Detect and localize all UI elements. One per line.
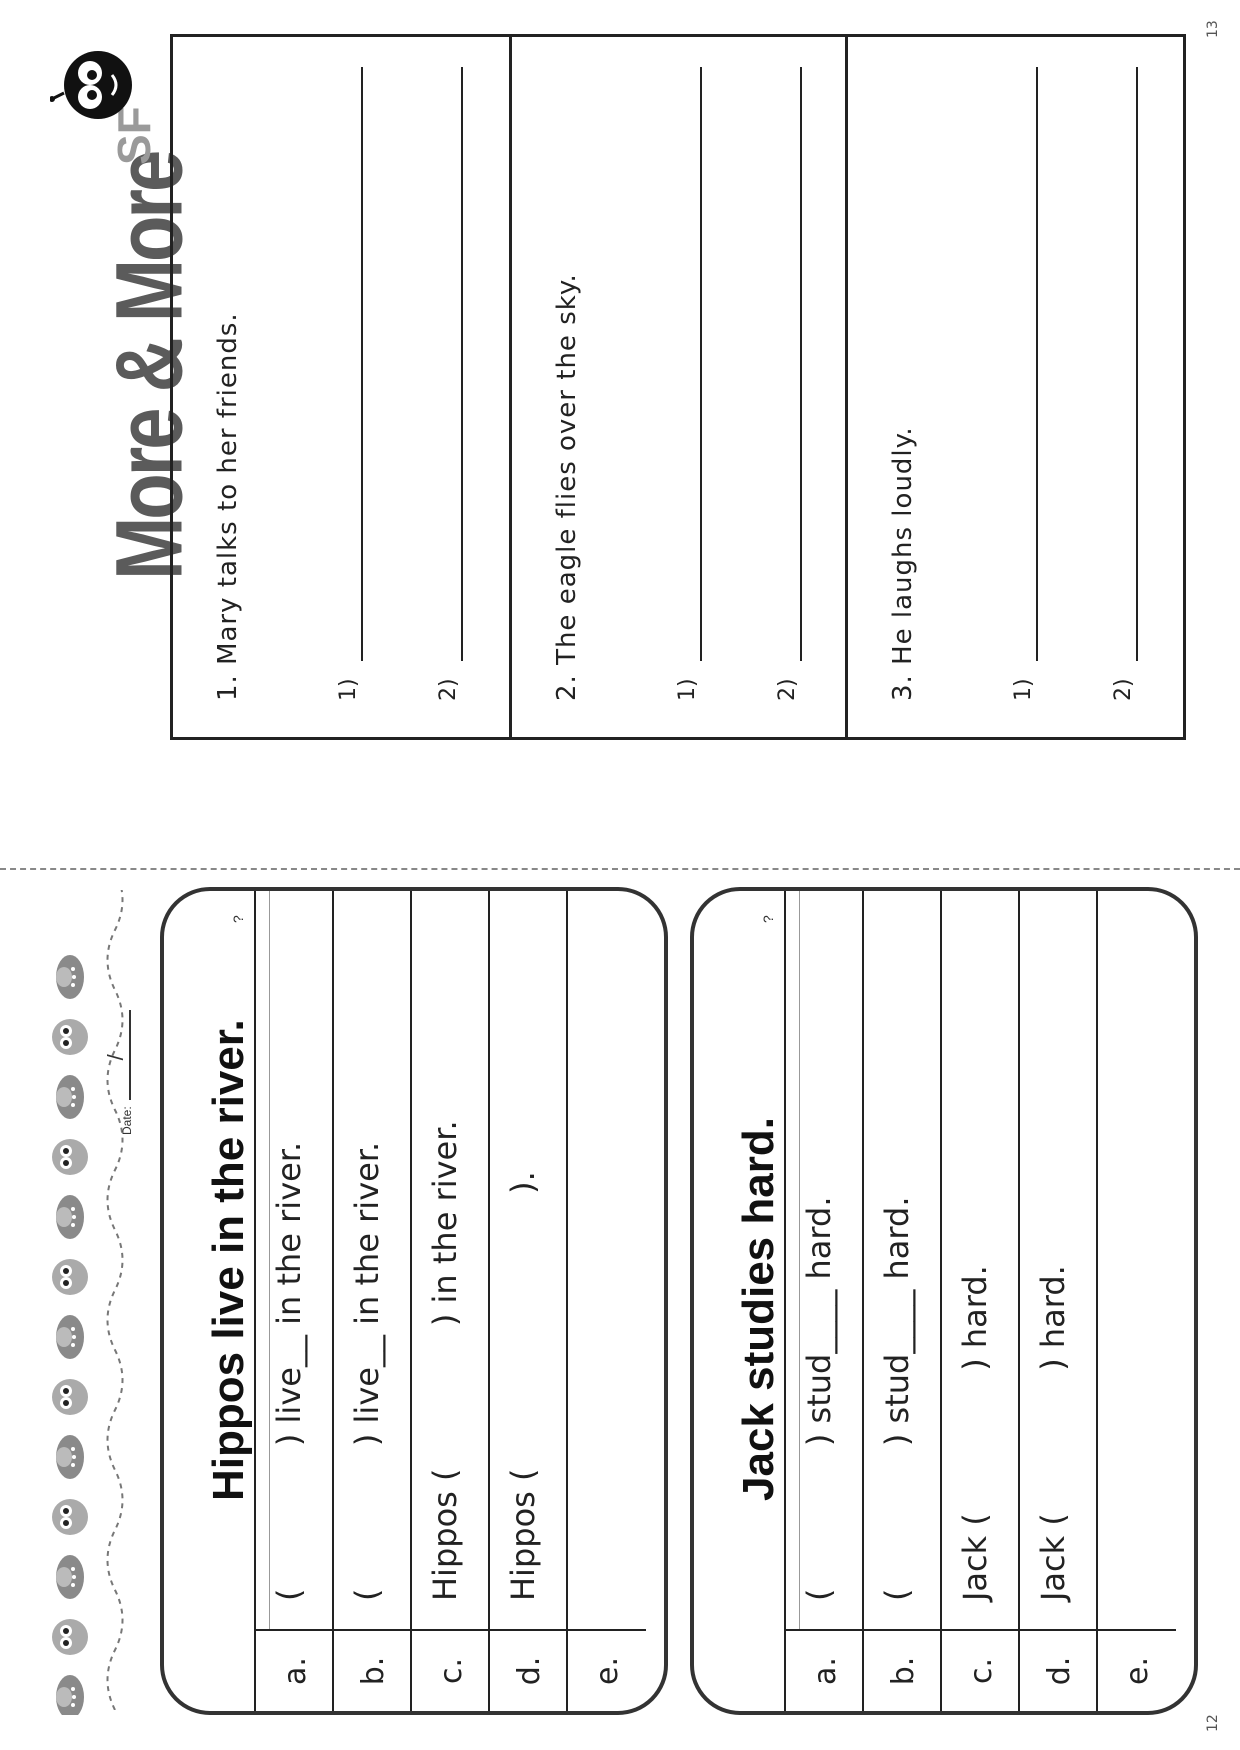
alien-bug-icon xyxy=(52,1499,88,1535)
answer-line[interactable] xyxy=(323,67,363,701)
exercise-1-mark: ? xyxy=(230,915,246,923)
answer-line[interactable] xyxy=(1098,67,1138,701)
answer-number: 2) xyxy=(775,678,800,701)
row-text: Hippos ( ) in the river. xyxy=(426,1120,464,1601)
practice-sentence: 3. He laughs loudly. xyxy=(888,426,918,701)
answer-row[interactable] xyxy=(410,891,490,1711)
row-text: Jack ( ) hard. xyxy=(1034,1265,1072,1601)
row-letter: c. xyxy=(942,1629,1020,1711)
page-number-right: 13 xyxy=(1205,20,1221,38)
answer-row[interactable] xyxy=(940,891,1020,1711)
date-separator: / xyxy=(103,1054,128,1061)
alien-saucer-icon xyxy=(56,1675,84,1715)
row-letter: d. xyxy=(1020,1629,1098,1711)
date-field[interactable] xyxy=(103,1010,134,1135)
row-letter: c. xyxy=(412,1629,490,1711)
alien-bug-icon xyxy=(52,1619,88,1655)
answer-line[interactable] xyxy=(662,67,702,701)
exercise-box-2 xyxy=(690,887,1198,1715)
row-letter: b. xyxy=(334,1629,412,1711)
answer-number: 2) xyxy=(1111,678,1136,701)
alien-bug-icon xyxy=(52,1019,88,1055)
answer-row[interactable] xyxy=(566,891,646,1711)
answer-row[interactable] xyxy=(488,891,568,1711)
answer-row[interactable] xyxy=(1096,891,1176,1711)
date-label: Date: xyxy=(120,1106,134,1135)
alien-saucer-icon xyxy=(56,1555,84,1599)
row-letter: a. xyxy=(786,1629,864,1711)
more-and-more-title: More & More xyxy=(96,152,203,580)
answer-number: 1) xyxy=(675,678,700,701)
mascot-logo-letters: SF xyxy=(108,106,160,165)
answer-row[interactable] xyxy=(332,891,412,1711)
alien-saucer-icon xyxy=(56,1075,84,1119)
mascot-icon xyxy=(50,45,160,165)
exercise-2-mark: ? xyxy=(760,915,776,923)
cut-line xyxy=(0,868,1240,870)
row-text: ( ) live__ in the river. xyxy=(270,1141,308,1601)
row-letter: d. xyxy=(490,1629,568,1711)
row-text: ( ) stud____ hard. xyxy=(800,1196,838,1601)
exercise-box-1 xyxy=(160,887,668,1715)
answer-number: 2) xyxy=(436,678,461,701)
row-letter: e. xyxy=(568,1629,646,1711)
practice-item-2 xyxy=(509,37,848,737)
alien-saucer-icon xyxy=(56,1315,84,1359)
alien-bug-icon xyxy=(52,1139,88,1175)
practice-sentence: 1. Mary talks to her friends. xyxy=(213,312,243,701)
row-letter: b. xyxy=(864,1629,942,1711)
alien-bug-icon xyxy=(52,1259,88,1295)
exercise-2-title: Jack studies hard. xyxy=(734,1117,783,1501)
alien-saucer-icon xyxy=(56,955,84,999)
practice-item-3 xyxy=(845,37,1184,737)
answer-row[interactable] xyxy=(1018,891,1098,1711)
answer-line[interactable] xyxy=(998,67,1038,701)
answer-line[interactable] xyxy=(762,67,802,701)
answer-row[interactable] xyxy=(784,891,864,1711)
answer-row[interactable] xyxy=(254,891,334,1711)
alien-saucer-icon xyxy=(56,1195,84,1239)
row-letter: e. xyxy=(1098,1629,1176,1711)
row-text: Hippos ( ). xyxy=(504,1171,542,1601)
more-and-more-frame xyxy=(170,34,1186,740)
alien-saucer-icon xyxy=(56,1435,84,1479)
answer-line[interactable] xyxy=(423,67,463,701)
page-number-left: 12 xyxy=(1205,1714,1221,1732)
row-letter: a. xyxy=(256,1629,334,1711)
row-text: Jack ( ) hard. xyxy=(956,1265,994,1601)
answer-row[interactable] xyxy=(862,891,942,1711)
row-text: ( ) live__ in the river. xyxy=(348,1141,386,1601)
answer-number: 1) xyxy=(336,678,361,701)
answer-number: 1) xyxy=(1011,678,1036,701)
alien-bug-icon xyxy=(52,1379,88,1415)
row-text: ( ) stud____ hard. xyxy=(878,1196,916,1601)
practice-sentence: 2. The eagle flies over the sky. xyxy=(552,273,582,701)
exercise-1-title: Hippos live in the river. xyxy=(204,1019,253,1501)
practice-item-1 xyxy=(173,37,509,737)
